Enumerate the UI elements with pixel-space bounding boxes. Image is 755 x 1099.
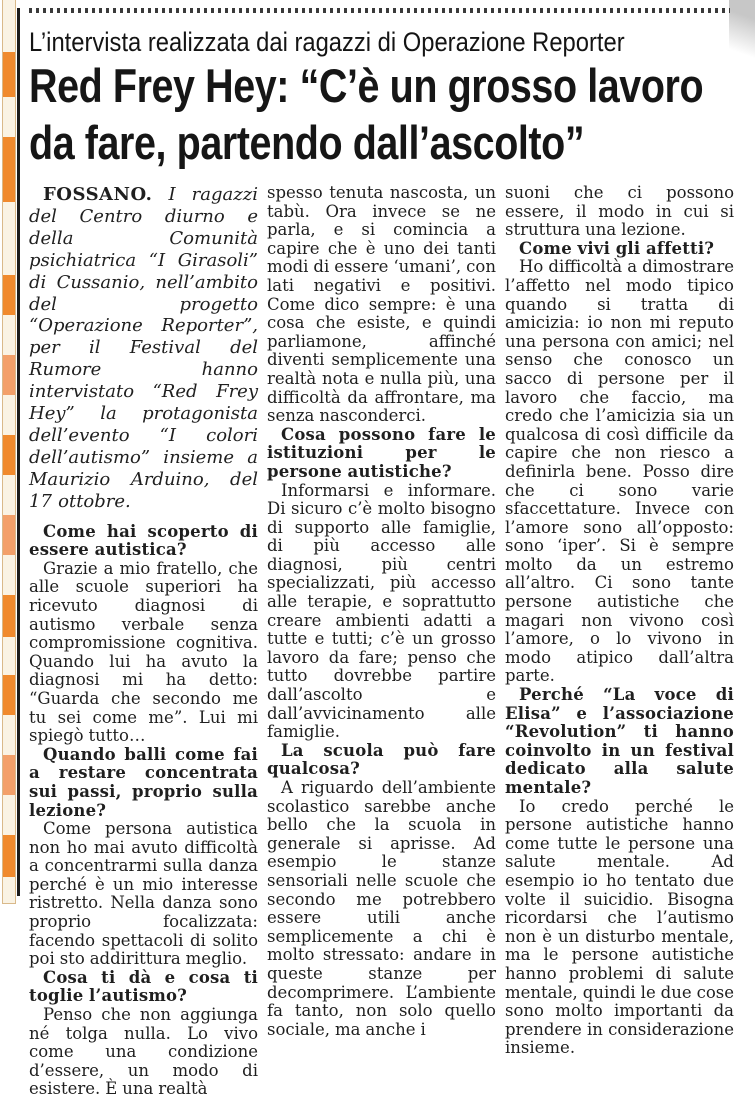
interview-answer: Io credo perché le persone autistiche hanno come tutte le persone una salute mentale. Ad esempio io ho tentato due volte il suicidio. Bisogna ricordarsi che l’autismo non è un disturbo mentale, ma le persone autistiche hanno problemi di salute mentale, quindi le due cose sono molto importanti da prendere in considerazione insieme. bbox=[505, 796, 734, 1058]
interview-question: La scuola può fare qualcosa? bbox=[267, 740, 496, 779]
lead-text: I ragazzi del Centro diurno e della Comunità psichiatrica “I Girasoli” di Cussanio, nell’ambito del progetto “Operazione Reporter”, per il Festival del Rumore hanno intervistato “Red Frey Hey” la protagonista dell’evento “I colori dell’autismo” insieme a Maurizio Arduino, del 17 ottobre. bbox=[29, 184, 258, 512]
left-column-rule bbox=[17, 8, 20, 896]
article-column bbox=[505, 184, 734, 1099]
interview-question: Come vivi gli affetti? bbox=[519, 238, 715, 258]
headline-line-1: Red Frey Hey: “C’è un grosso lavoro bbox=[29, 59, 704, 112]
headline-line-2: da fare, partendo dall’ascolto” bbox=[29, 116, 585, 169]
interview-answer: Ho difficoltà a dimostrare l’affetto nel modo tipico quando si tratta di amicizia: io non mi reputo una persona con amici; nel senso che conosco un sacco di persone per il lavoro che faccio, ma credo che l’amicizia sia un qualcosa di così difficile da capire che non riesco a definirla bene. Posso dire che ci sono varie sfaccettature. Invece con l’amore sono all’opposto: sono ‘iper’. Si è sempre molto da un estremo all’altro. Ci sono tante persone autistiche che magari non vivono così l’amore, o lo vivono in modo atipico dall’altra parte. bbox=[505, 257, 734, 686]
interview-answer: A riguardo dell’ambiente scolastico sarebbe anche bello che la scuola in generale si aprisse. Ad esempio le stanze sensoriali nelle scuole che secondo me potrebbero essere utili anche semplicemente a chi è molto stressato: andare in queste stanze per decomprimere. L’ambiente fa tanto, non solo quello sociale, ma anche i bbox=[267, 778, 496, 1039]
page-edge-color-strip bbox=[2, 0, 16, 904]
interview-question: Quando balli come fai a restare concentrata sui passi, proprio sulla lezione? bbox=[29, 744, 258, 820]
article-column bbox=[267, 184, 496, 1099]
interview-question: Cosa possono fare le istituzioni per le persone autistiche? bbox=[267, 424, 496, 481]
lead-paragraph bbox=[29, 184, 258, 513]
interview-question: Cosa ti dà e cosa ti toglie l’autismo? bbox=[29, 967, 258, 1006]
interview-question: Come hai scoperto di essere autistica? bbox=[29, 521, 258, 560]
dotted-separator bbox=[29, 8, 730, 13]
interview-question: Perché “La voce di Elisa” e l’associazione “Revolution” ti hanno coinvolto in un festival dedicato alla salute mentale? bbox=[505, 685, 734, 797]
article-columns bbox=[29, 184, 735, 1099]
interview-answer: Grazie a mio fratello, che alle scuole superiori ha ricevuto diagnosi di autismo verbale senza compromissione cognitiva. Quando lui ha avuto la diagnosi mi ha detto: “Guarda che secondo me tu sei come me”. Lui mi spiegò tutto… bbox=[29, 558, 258, 746]
article bbox=[29, 6, 735, 1099]
dateline: FOSSANO. bbox=[43, 184, 153, 205]
interview-answer: spesso tenuta nascosta, un tabù. Ora invece se ne parla, e si comincia a capire che è uno dei tanti modi di essere ‘umani’, con lati negativi e positivi. Come dico sempre: è una cosa che esiste, e quindi parliamone, affinché diventi semplicemente una realtà nota e nulla più, una difficoltà da affrontare, ma senza nasconderci. bbox=[267, 183, 496, 426]
kicker: L’intervista realizzata dai ragazzi di Operazione Reporter bbox=[29, 27, 625, 57]
interview-answer: suoni che ci possono essere, il modo in cui si struttura una lezione. bbox=[505, 183, 734, 240]
interview-answer: Come persona autistica non ho mai avuto difficoltà a concentrarmi sulla danza perché è un mio interesse ristretto. Nella danza sono proprio focalizzata: facendo spettacoli di solito poi sto addirittura meglio. bbox=[29, 819, 258, 969]
article-column bbox=[29, 184, 258, 1099]
headline bbox=[29, 60, 735, 174]
interview-answer: Penso che non aggiunga né tolga nulla. Lo vivo come una condizione d’essere, un modo di esistere. È una realtà bbox=[29, 1005, 258, 1099]
interview-answer: Informarsi e informare. Di sicuro c’è molto bisogno di supporto alle famiglie, di più accesso alle diagnosi, più centri specializzati, più accesso alle terapie, e soprattutto creare ambienti adatti a tutte e tutti; c’è un grosso lavoro da fare; penso che tutto dovrebbe partire dall’ascolto e dall’avvicinamento alle famiglie. bbox=[267, 480, 496, 742]
